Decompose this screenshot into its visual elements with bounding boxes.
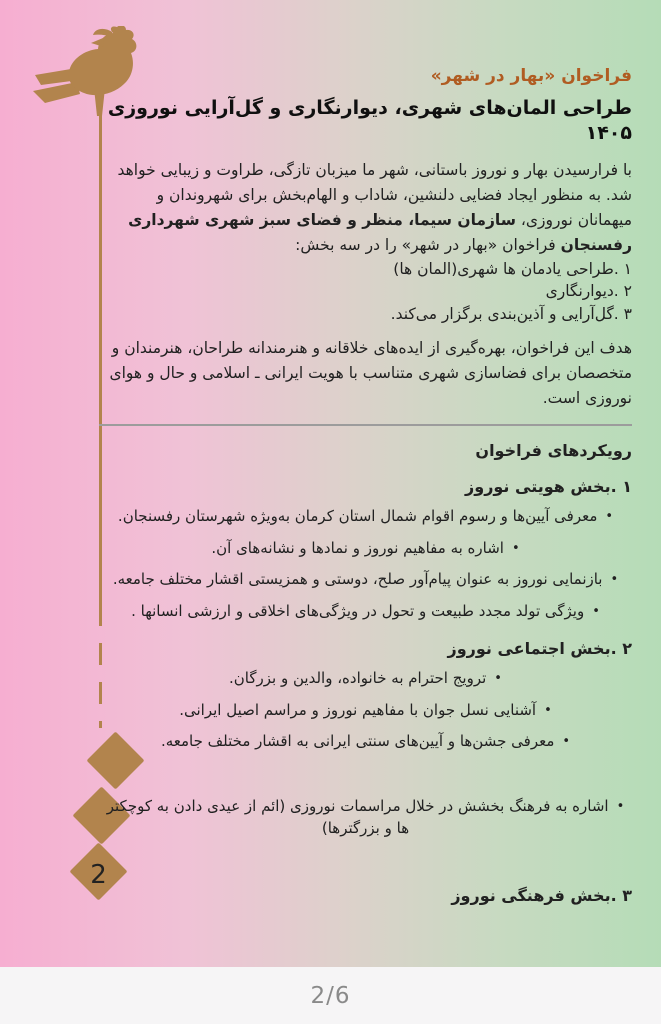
bullet-text: ترویج احترام به خانواده، والدین و بزرگان. (229, 669, 487, 688)
intro-text-pre: با فرارسیدن بهار و نوروز باستانی، شهر ما میزبان تازگی، طراوت و زیبایی خواهد شد. به منظور ایجاد فضایی دلنشین، شاداب و الهام‌بخش برای شهروندان و میهمانان نوروزی، (117, 161, 632, 229)
document-content (99, 66, 632, 905)
bullet-dot-icon: • (592, 603, 600, 619)
bullet-dot-icon: • (616, 798, 625, 814)
bullet-text: بازنمایی نوروز به عنوان پیام‌آور صلح، دوستی و همزیستی اقشار مختلف جامعه. (112, 570, 603, 589)
org-name-bold: سازمان سیما، منظر و فضای سبز شهری شهرداری رفسنجان (128, 210, 632, 254)
approaches-heading: رویکردهای فراخوان (475, 441, 632, 461)
section-heading-identity: ۱ .بخش هویتی نوروز (465, 477, 632, 497)
page-title: طراحی المان‌های شهری، دیوارنگاری و گل‌آرایی نوروزی ۱۴۰۵ (107, 97, 632, 144)
kicker: فراخوان «بهار در شهر» (430, 66, 632, 86)
parts-list-item: ۲ .دیوارنگاری (545, 282, 632, 301)
section-divider (99, 424, 632, 426)
intro-text-post: فراخوان «بهار در شهر» را در سه بخش: (295, 235, 561, 254)
section-heading-social: ۲ .بخش اجتماعی نوروز (447, 639, 632, 659)
bullet-item (99, 795, 632, 840)
pager-bar (0, 967, 661, 1024)
parts-list-item: ۱ .طراحی یادمان ها شهری(المان ها) (393, 259, 632, 278)
bullet-dot-icon: • (544, 702, 552, 718)
bullet-text: معرفی آیین‌ها و رسوم اقوام شمال استان کرمان به‌ویژه شهرستان رفسنجان. (117, 507, 598, 526)
bullet-dot-icon: • (511, 540, 520, 556)
bullet-item (99, 730, 632, 753)
bullet-text: اشاره به فرهنگ بخشش در خلال مراسمات نوروزی (ائم از عیدی دادن به کوچکتر ها و بزرگترها) (106, 796, 609, 838)
section-heading-cultural: ۳ .بخش فرهنگی نوروز (451, 885, 632, 905)
page-indicator: 2/6 (310, 982, 351, 1009)
parts-list-item: ۳ .گل‌آرایی و آذین‌بندی برگزار می‌کند. (390, 304, 632, 323)
bullet-list (99, 667, 632, 840)
bullet-item (99, 537, 632, 560)
parts-list (99, 258, 632, 325)
bullet-item (99, 505, 632, 528)
bullet-dot-icon: • (562, 734, 571, 750)
page-number: 2 (90, 860, 107, 890)
bullet-text: اشاره به مفاهیم نوروز و نمادها و نشانه‌های آن. (211, 538, 504, 557)
bullet-item (99, 600, 632, 623)
goal-paragraph: هدف این فراخوان، بهره‌گیری از ایده‌های خلاقانه و هنرمندانه طراحان، هنرمندان و متخصصان برای فضاسازی شهری متناسب با هویت ایرانی ـ اسلامی و حال و هوای نوروزی است. (109, 338, 632, 407)
bullet-dot-icon: • (605, 509, 614, 525)
bullet-text: ویژگی تولد مجدد طبیعت و تحول در ویژگی‌های اخلاقی و ارزشی انسانها . (131, 601, 585, 620)
bullet-item (99, 699, 632, 722)
bullet-dot-icon: • (494, 671, 502, 687)
bullet-text: آشنایی نسل جوان با مفاهیم نوروز و مراسم اصیل ایرانی. (179, 700, 537, 719)
bullet-dot-icon: • (610, 572, 619, 588)
bullet-item (99, 667, 632, 690)
bullet-text: معرفی جشن‌ها و آیین‌های سنتی ایرانی به اقشار مختلف جامعه. (160, 732, 555, 751)
bullet-list (99, 505, 632, 622)
intro-paragraph (99, 158, 632, 257)
bullet-item (99, 568, 632, 591)
